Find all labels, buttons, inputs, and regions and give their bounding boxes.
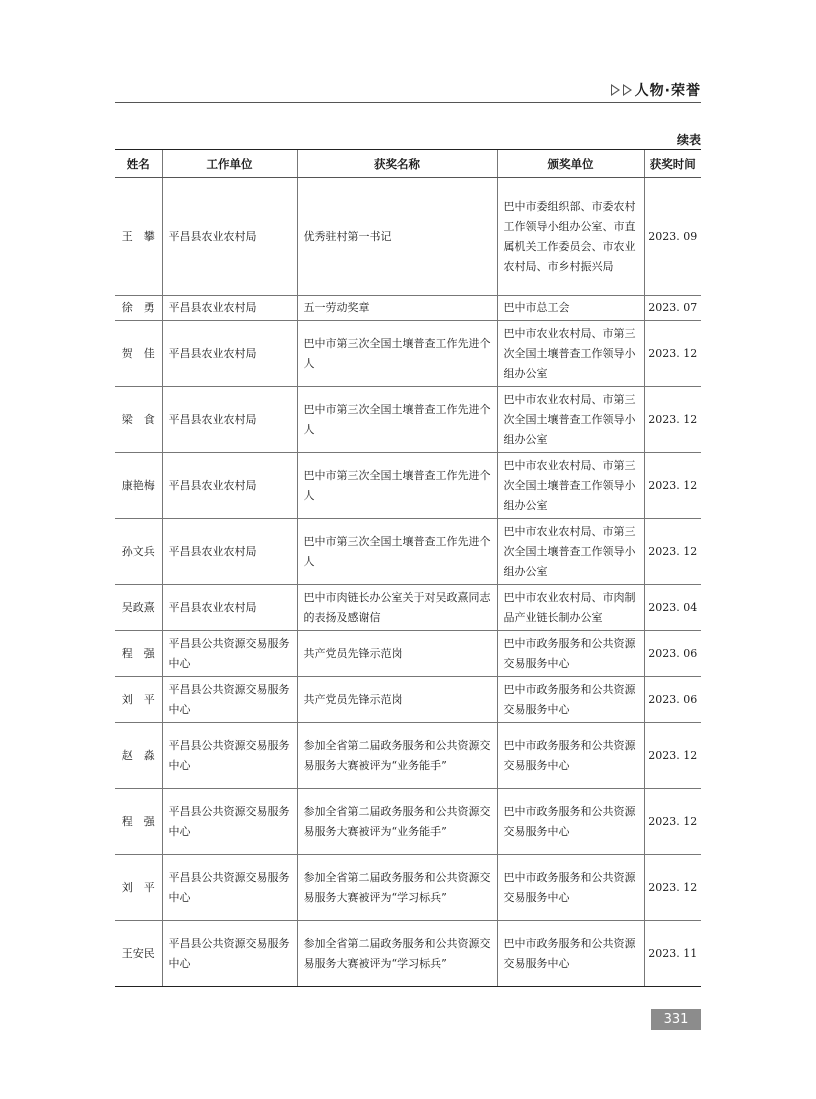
name-cell: 吴政熹: [115, 585, 162, 631]
continued-label: 续表: [676, 133, 701, 147]
award-cell: 共产党员先锋示范岗: [297, 677, 497, 723]
column-header: 颁奖单位: [497, 150, 644, 178]
issuer-cell: 巴中市政务服务和公共资源交易服务中心: [497, 789, 644, 855]
triangle-icon: [623, 84, 632, 96]
date-cell: 2023. 12: [644, 453, 701, 519]
table-row: [115, 631, 701, 677]
award-cell: 参加全省第二届政务服务和公共资源交易服务大赛被评为“学习标兵”: [297, 855, 497, 921]
date-cell: 2023. 12: [644, 789, 701, 855]
award-cell: 参加全省第二届政务服务和公共资源交易服务大赛被评为“学习标兵”: [297, 921, 497, 987]
date-cell: 2023. 06: [644, 677, 701, 723]
date-cell: 2023. 09: [644, 178, 701, 296]
name-cell: 孙文兵: [115, 519, 162, 585]
table-row: [115, 585, 701, 631]
column-header: 工作单位: [162, 150, 297, 178]
date-cell: 2023. 11: [644, 921, 701, 987]
unit-cell: 平昌县农业农村局: [162, 387, 297, 453]
name-cell: 康艳梅: [115, 453, 162, 519]
table-row: [115, 178, 701, 296]
date-cell: 2023. 07: [644, 296, 701, 321]
unit-cell: 平昌县农业农村局: [162, 321, 297, 387]
triangle-icon: [611, 84, 620, 96]
award-cell: 巴中市第三次全国土壤普查工作先进个人: [297, 453, 497, 519]
award-cell: 共产党员先锋示范岗: [297, 631, 497, 677]
award-cell: 优秀驻村第一书记: [297, 178, 497, 296]
name-cell: 赵 淼: [115, 723, 162, 789]
date-cell: 2023. 12: [644, 855, 701, 921]
award-cell: 巴中市肉链长办公室关于对吴政熹同志的表扬及感谢信: [297, 585, 497, 631]
award-cell: 巴中市第三次全国土壤普查工作先进个人: [297, 387, 497, 453]
column-header: 获奖时间: [644, 150, 701, 178]
table-row: [115, 387, 701, 453]
date-cell: 2023. 12: [644, 321, 701, 387]
name-cell: 梁 食: [115, 387, 162, 453]
section-title: 人物·荣誉: [634, 83, 701, 99]
issuer-cell: 巴中市政务服务和公共资源交易服务中心: [497, 855, 644, 921]
unit-cell: 平昌县公共资源交易服务中心: [162, 921, 297, 987]
date-cell: 2023. 12: [644, 723, 701, 789]
date-cell: 2023. 06: [644, 631, 701, 677]
column-header: 姓名: [115, 150, 162, 178]
issuer-cell: 巴中市总工会: [497, 296, 644, 321]
awards-table: [115, 149, 701, 987]
unit-cell: 平昌县公共资源交易服务中心: [162, 677, 297, 723]
date-cell: 2023. 12: [644, 519, 701, 585]
issuer-cell: 巴中市农业农村局、市第三次全国土壤普查工作领导小组办公室: [497, 453, 644, 519]
date-cell: 2023. 04: [644, 585, 701, 631]
unit-cell: 平昌县公共资源交易服务中心: [162, 855, 297, 921]
unit-cell: 平昌县公共资源交易服务中心: [162, 789, 297, 855]
name-cell: 程 强: [115, 789, 162, 855]
table-row: [115, 321, 701, 387]
unit-cell: 平昌县公共资源交易服务中心: [162, 631, 297, 677]
column-header: 获奖名称: [297, 150, 497, 178]
unit-cell: 平昌县农业农村局: [162, 453, 297, 519]
date-cell: 2023. 12: [644, 387, 701, 453]
page-number: 331: [651, 1009, 701, 1030]
unit-cell: 平昌县公共资源交易服务中心: [162, 723, 297, 789]
issuer-cell: 巴中市政务服务和公共资源交易服务中心: [497, 631, 644, 677]
award-cell: 参加全省第二届政务服务和公共资源交易服务大赛被评为“业务能手”: [297, 723, 497, 789]
table-row: [115, 723, 701, 789]
name-cell: 贺 佳: [115, 321, 162, 387]
name-cell: 王安民: [115, 921, 162, 987]
award-cell: 巴中市第三次全国土壤普查工作先进个人: [297, 519, 497, 585]
table-row: [115, 296, 701, 321]
issuer-cell: 巴中市农业农村局、市肉制品产业链长制办公室: [497, 585, 644, 631]
table-row: [115, 453, 701, 519]
running-header: [115, 80, 701, 103]
name-cell: 刘 平: [115, 855, 162, 921]
issuer-cell: 巴中市农业农村局、市第三次全国土壤普查工作领导小组办公室: [497, 387, 644, 453]
issuer-cell: 巴中市政务服务和公共资源交易服务中心: [497, 921, 644, 987]
name-cell: 王 攀: [115, 178, 162, 296]
issuer-cell: 巴中市政务服务和公共资源交易服务中心: [497, 677, 644, 723]
unit-cell: 平昌县农业农村局: [162, 585, 297, 631]
name-cell: 刘 平: [115, 677, 162, 723]
table-row: [115, 519, 701, 585]
unit-cell: 平昌县农业农村局: [162, 296, 297, 321]
header-title-group: [611, 80, 701, 100]
issuer-cell: 巴中市政务服务和公共资源交易服务中心: [497, 723, 644, 789]
award-cell: 五一劳动奖章: [297, 296, 497, 321]
award-cell: 巴中市第三次全国土壤普查工作先进个人: [297, 321, 497, 387]
table-row: [115, 677, 701, 723]
issuer-cell: 巴中市委组织部、市委农村工作领导小组办公室、市直属机关工作委员会、市农业农村局、市乡村振兴局: [497, 178, 644, 296]
issuer-cell: 巴中市农业农村局、市第三次全国土壤普查工作领导小组办公室: [497, 519, 644, 585]
issuer-cell: 巴中市农业农村局、市第三次全国土壤普查工作领导小组办公室: [497, 321, 644, 387]
name-cell: 程 强: [115, 631, 162, 677]
unit-cell: 平昌县农业农村局: [162, 178, 297, 296]
table-header-row: [115, 150, 701, 178]
table-row: [115, 855, 701, 921]
table-row: [115, 921, 701, 987]
unit-cell: 平昌县农业农村局: [162, 519, 297, 585]
table-row: [115, 789, 701, 855]
award-cell: 参加全省第二届政务服务和公共资源交易服务大赛被评为“业务能手”: [297, 789, 497, 855]
name-cell: 徐 勇: [115, 296, 162, 321]
